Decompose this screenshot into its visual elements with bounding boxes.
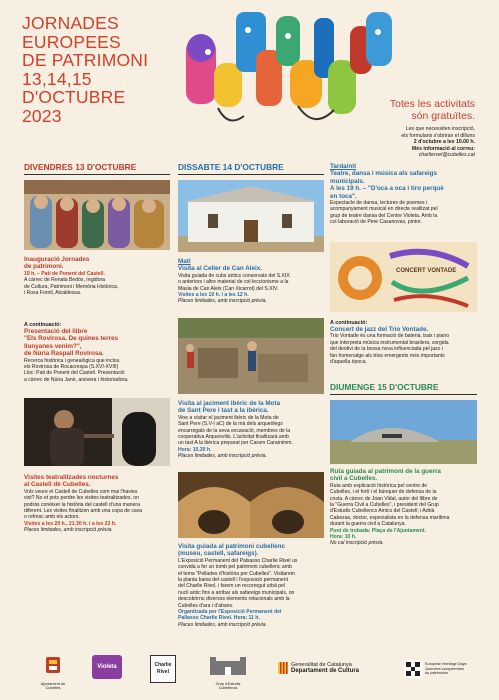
time-of-day-label: Matí (178, 258, 191, 265)
senyera-icon (278, 662, 288, 674)
event-body: nucli antic fins a arribar als safareigs municipals, on (178, 589, 295, 596)
event-time: Visites a les 20 h., 21.30 h. i a les 23 h. (24, 520, 117, 527)
castle-icon (206, 655, 250, 677)
time-of-day-label: Tarda/nit (330, 163, 357, 170)
event-body: podràs conèixer la història del castell d'una manera (24, 501, 140, 508)
event-label: A continuació: (24, 322, 62, 328)
event-body: del Charlie Rivel, i farem un recorregut urbà pel (178, 583, 286, 590)
excavation-photo (178, 318, 324, 394)
poster-text: CONCERT VONTADE (396, 268, 457, 274)
logo-grup-estudis (206, 655, 250, 691)
painting-photo (24, 180, 170, 250)
event-time: 19 h. – Pati de Ponent del Castell. (24, 270, 105, 277)
event-note: Places limitades, amb inscripció prèvia. (24, 527, 113, 534)
event-title: Visita al Celler de Can Aleix. (178, 265, 262, 273)
logo-ajuntament (36, 655, 70, 691)
title-line: JORNADES (22, 13, 119, 33)
concert-poster-image (330, 242, 477, 312)
event-body: durant la guerra civil a Catalunya. (330, 521, 406, 528)
event-body: Sant Pere (S.V-I aC) de la mà dels arqueòlegs (178, 421, 283, 428)
event-organizer: Organitzada per l'Exposició Permanent del (178, 609, 282, 616)
event-body: Lloc: Pati de Ponent del Castell. Presentació (24, 370, 125, 377)
event-body: vist? No et pots perdre les visites teatralitzades, on (24, 495, 139, 502)
event-inauguration (24, 256, 170, 296)
event-place: Punt de trobada: Plaça de l'Ajuntament. (330, 527, 427, 534)
event-body: convida a fer un tomb pel patrimoni cubellenc amb (178, 564, 292, 571)
event-note: Places limitades, amb inscripció prèvia. (178, 298, 267, 305)
event-body: d'Estudis Cubellencs Amics del Castell; i Adrià (330, 508, 435, 515)
event-title: Presentació del llibre (24, 328, 88, 335)
event-body: o refresc amb els actors. (24, 514, 80, 521)
logo-label: Generalitat de Catalunya (291, 662, 352, 668)
title-line: DE PATRIMONI (22, 50, 149, 70)
event-body: Espectacle de dansa, lectures de poemes i (330, 200, 428, 207)
event-body: Vine a visitar el jaciment ibèric de la Mota de (178, 414, 279, 421)
event-title: de Núria Raspall Rovirosa. (24, 350, 104, 358)
cellar-vaults-photo (178, 472, 324, 538)
event-body: costa. A càrrec de Joan Vidal, autor del llibre de (330, 495, 438, 502)
event-body: Trio Vontade és una formació de bateria, baix i piano (330, 333, 450, 340)
logo-charlie-rivel (150, 655, 176, 683)
day-heading-sunday: DIUMENGE 15 D'OCTUBRE (330, 382, 477, 395)
event-title: municipals. (330, 177, 365, 185)
event-body: que interpreta música instrumental brasilera, sorgida (330, 339, 449, 346)
day-heading-saturday: DISSABTE 14 D'OCTUBRE (178, 162, 324, 175)
event-body: cooperativa Arqueovilis. L'activitat finalitzarà amb (178, 434, 289, 441)
day-heading-friday: DIVENDRES 13 D'OCTUBRE (24, 162, 170, 175)
event-body: A càrrec de Renata Bedós, regidora (24, 277, 105, 284)
event-title: "Els Rovirosa. De quines terres (24, 335, 118, 343)
reg-line: els formularis s'obriran el dilluns (401, 132, 475, 139)
event-organizer: Pallasso Charlie Rivel. Hora: 11 h. (178, 615, 260, 622)
patrimoni-logo-illustration (178, 8, 408, 138)
event-body: L'Exposició Permanent del Palsasso Charlie Rivel us (178, 557, 298, 564)
event-body: Masia de Can Aleix (Can Xicarrot) del S.XIV. (178, 285, 279, 292)
event-body: o anteriors i altre material de col·leccionisme a la (178, 279, 289, 286)
event-body: el tema "Pellades d'història per Cubelles". Visitarem (178, 570, 295, 577)
reg-line: Les que necessiten inscripció, (405, 126, 475, 132)
heritage-days-icon (404, 660, 422, 678)
event-title: Teatre, dansa i música als safareigs (330, 170, 437, 178)
event-body: acompanyament musical en directe realitzat pel (330, 206, 438, 213)
title-line: D'OCTUBRE (22, 87, 126, 107)
page-title (22, 14, 192, 125)
sunday-column (330, 382, 477, 395)
tagline-line: són gratuïtes. (411, 110, 475, 122)
event-title: civil a Cubelles. (330, 475, 378, 483)
tagline-line: Totes les activitats (389, 98, 475, 110)
event-body: col·laboració de Pere Casanovas, pintor. (330, 219, 422, 226)
event-body: d'aquella època. (330, 359, 367, 366)
event-body: la "Guerra Civil a Cubelles", i president del Grup (330, 502, 439, 509)
contact-email[interactable]: charliervel@cubelles.cat (418, 152, 475, 159)
theatre-visit-photo (24, 398, 170, 466)
event-title: Visita guiada al patrimoni cubellenc (178, 543, 285, 550)
event-body: Vols veure el Castell de Cubelles com mai l'havies (24, 488, 138, 495)
logo-label: Departament de Cultura (291, 668, 360, 674)
event-jazz-concert (330, 320, 477, 365)
event-body: Visita guiada de cubs antics conservats del S.XIX (178, 272, 290, 279)
logo-violeta (92, 655, 122, 679)
event-note: Places limitades, amb inscripció prèvia. (178, 453, 267, 460)
event-title: de patrimoni. (24, 263, 64, 271)
event-body: fan homenatge als trios emergents més importants (330, 352, 445, 359)
event-label: A continuació: (330, 320, 368, 326)
title-line: 2023 (22, 105, 62, 126)
logo-label: Rivel (157, 669, 169, 675)
event-note: No cal inscripció prèvia. (330, 540, 384, 547)
event-note: Places limitades, amb inscripció prèvia. (178, 621, 267, 628)
violeta-badge: Violeta (92, 655, 122, 679)
event-title: Concert de jazz del Trio Vontade. (330, 326, 429, 333)
event-body: Cubelles d'ara i d'abans. (178, 602, 234, 609)
event-body: un tast A la ibèrica preparat per Caram Caramimm. (178, 440, 293, 447)
charlie-rivel-badge (150, 655, 176, 683)
coat-of-arms-icon (36, 655, 70, 677)
event-body: Cubelles, i el fortí i el búnquer de defensa de la (330, 489, 437, 496)
reg-line: Més informació al correu: (411, 145, 475, 152)
event-body: a càrrec de Núria Janè, arxivera i historiadora. (24, 376, 129, 383)
event-title: en toca". (330, 192, 357, 200)
event-night-visits (24, 474, 170, 534)
event-title: Visita al jaciment ibèric de la Mota (178, 400, 281, 407)
registration-note (325, 126, 475, 159)
event-body: i Rosa Fornil, Alcaldessa. (24, 290, 82, 297)
event-title: Inauguració Jornades (24, 256, 90, 263)
farmhouse-photo (178, 180, 324, 252)
event-body: encarregats de la seva excavació, membres de la (178, 427, 291, 434)
event-body: Recerca històrica i genealògica que inclou (24, 357, 120, 364)
event-title: Ruta guiada al patrimoni de la guerra (330, 468, 441, 475)
event-body: Ruta amb explicació històrica pel centre de (330, 482, 428, 489)
logo-european-heritage-days (404, 660, 484, 678)
title-line: 13,14,15 (22, 68, 92, 89)
event-title: Visites teatralitzades nocturnes (24, 474, 119, 481)
event-title: al Castell de Cubelles. (24, 481, 91, 489)
event-title: de Sant Pere i tast a la ibèrica. (178, 407, 269, 415)
logo-generalitat (278, 662, 368, 674)
logo-label: Grup d'Estudis Cubellencs (215, 682, 241, 691)
event-time: Visites a les 10 h. i a les 12 h. (178, 292, 249, 299)
event-body: del deotivi de la bossa nova influenciada pel jazz i (330, 346, 443, 353)
title-line: EUROPEES (22, 31, 121, 52)
bunker-photo (330, 400, 477, 464)
event-body: de Cultura, Patrimoni i Memòria Històrica, (24, 283, 119, 290)
friday-column (24, 162, 170, 175)
tagline (390, 98, 475, 122)
event-iberian-site (178, 400, 324, 460)
event-title: (museu, castell, safareigs). (178, 550, 259, 558)
logo-label: du patrimoine (425, 671, 449, 676)
event-body: diferent. Les visites finalitzen amb una copa de cava (24, 508, 143, 515)
event-time: Hora: 10 h. (330, 534, 357, 541)
event-title: llunyanes venim?", (24, 342, 82, 350)
event-body: descobrirnu diversos elements relacionals amb la (178, 596, 290, 603)
reg-line: 2 d'octubre a les 10.00 h. (413, 139, 475, 146)
event-body: grup de teatre dansa del Centre Violeta. Amb la (330, 212, 438, 219)
event-time: Hora: 10.30 h. (178, 446, 212, 453)
event-title: A les 19 h. – "D'oca a oca i tiro perquè (330, 185, 444, 193)
event-body: la planta baixa del castell i l'exposició permanent (178, 577, 288, 584)
logo-label: Charlie (154, 662, 172, 668)
event-celler (178, 258, 324, 305)
event-civil-war-route (330, 468, 477, 547)
event-guided-heritage (178, 543, 324, 628)
event-body: els Rovirosa de Rocacrespa (S.XVI-XVIII) (24, 364, 119, 371)
logo-label: European Heritage Days (425, 662, 467, 667)
saturday-column (178, 162, 324, 175)
logo-label: Ajuntament de Cubelles (40, 682, 66, 691)
event-body: Cabezas, doctor, especialista en la defensa marítima (330, 514, 450, 521)
event-book-presentation (24, 322, 170, 383)
evening-section (330, 163, 477, 226)
logo-label: Journées européennes (425, 666, 464, 671)
